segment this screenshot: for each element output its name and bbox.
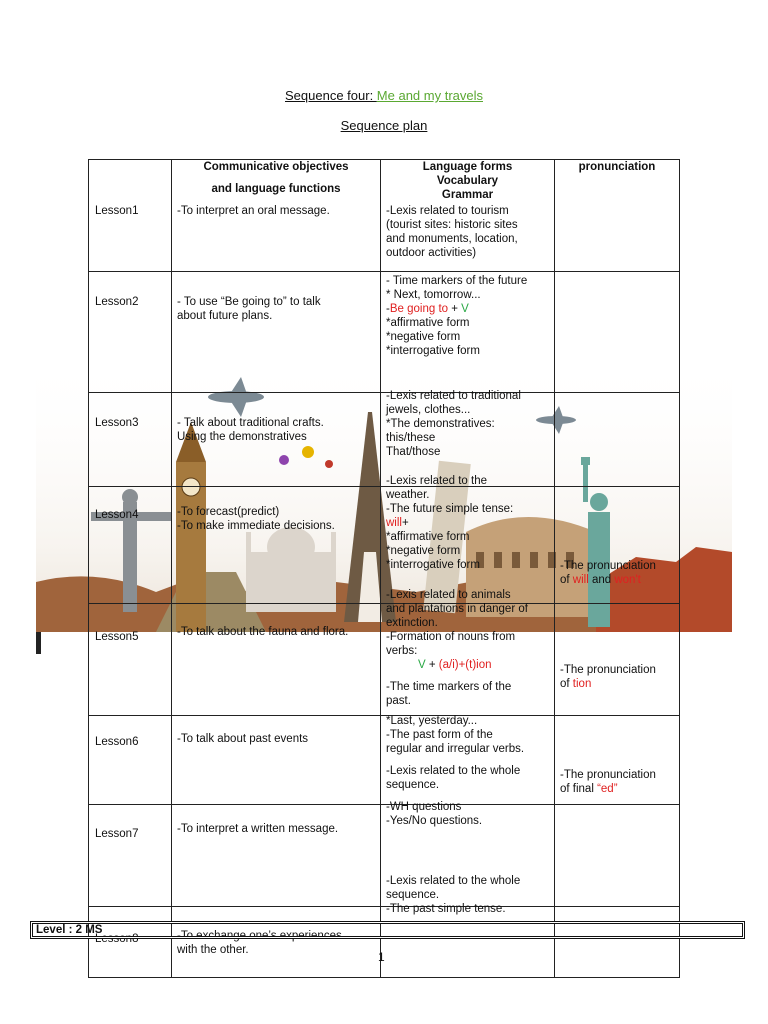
- lesson-objective: -To talk about past events: [177, 733, 309, 745]
- lesson-label: Lesson2: [95, 296, 139, 308]
- title-prefix: Sequence four:: [285, 88, 377, 103]
- lesson-forms: - Time markers of the future * Next, tomorrow... -Be going to + V *affirmative form *negative form *interrogative form: [386, 275, 528, 357]
- black-bar: [36, 632, 41, 654]
- lesson-forms: -Lexis related to animals and plantations in danger of extinction. -Formation of nouns from verbs: V + (a/i)+(t)ion -The time markers of the past.: [386, 589, 528, 707]
- lesson-objective: -To talk about the fauna and flora.: [177, 626, 349, 638]
- lesson-objective: - To use “Be going to” to talk about future plans.: [177, 296, 321, 322]
- table-col-border: [88, 159, 89, 977]
- table-row-border: [88, 603, 680, 604]
- table-col-border: [679, 159, 680, 977]
- lesson-label: Lesson6: [95, 736, 139, 748]
- lesson-forms: -Lexis related to the weather. -The future simple tense: will+ *affirmative form *negative form *interrogative form: [386, 475, 514, 571]
- table-col-border: [554, 159, 555, 977]
- table-bottom-border: [88, 977, 680, 978]
- lesson-label: Lesson4: [95, 509, 139, 521]
- page-subtitle: Sequence plan: [340, 118, 428, 133]
- balloon-icon: [302, 446, 314, 458]
- lesson-objective: -To interpret a written message.: [177, 823, 339, 835]
- table-row-border: [88, 271, 680, 272]
- title-sequence-name: Me and my travels: [376, 88, 483, 103]
- travel-landmarks-illustration: [36, 352, 732, 632]
- balloon-icon: [325, 460, 333, 468]
- table-col-border: [171, 159, 172, 977]
- table-row-border: [88, 715, 680, 716]
- lesson-label: Lesson1: [95, 205, 139, 217]
- table-row-border: [88, 392, 680, 393]
- lesson-label: Lesson8: [95, 933, 139, 945]
- page-number: 1: [378, 950, 385, 964]
- header-objectives: Communicative objectives and language functions: [203, 161, 349, 195]
- lesson-pronunciation: -The pronunciation of tion: [560, 664, 656, 690]
- header-language-forms: Language forms Vocabulary Grammar: [422, 161, 513, 201]
- header-pronunciation: pronunciation: [578, 161, 656, 173]
- balloon-icon: [279, 455, 289, 465]
- lesson-forms: -Lexis related to tourism (tourist sites: historic sites and monuments, location, outdoor activities): [386, 205, 518, 259]
- page-title: [0, 88, 768, 103]
- lesson-objective: -To forecast(predict) -To make immediate decisions.: [177, 506, 335, 532]
- lesson-objective: -To exchange one’s experiences with the other.: [177, 930, 342, 956]
- table-row-border: [88, 906, 680, 907]
- lesson-objective: - Talk about traditional crafts. Using the demonstratives: [177, 417, 324, 443]
- lesson-pronunciation: -The pronunciation of will and won't: [560, 560, 656, 586]
- table-row-border: [88, 486, 680, 487]
- lesson-forms: -WH questions -Yes/No questions. -Lexis related to the whole sequence. -The past simple tense.: [386, 801, 521, 915]
- lesson-pronunciation: -The pronunciation of final “ed”: [560, 769, 656, 795]
- table-col-border: [380, 159, 381, 977]
- lesson-forms: *Last, yesterday... -The past form of the regular and irregular verbs. -Lexis related to the whole sequence.: [386, 715, 525, 791]
- table-row-border: [88, 804, 680, 805]
- lesson-label: Lesson3: [95, 417, 139, 429]
- level-label: Level : 2 MS: [30, 921, 745, 939]
- lesson-objective: -To interpret an oral message.: [177, 205, 330, 217]
- lesson-forms: -Lexis related to traditional jewels, clothes... *The demonstratives: this/these That/those: [386, 390, 521, 458]
- lesson-label: Lesson5: [95, 631, 139, 643]
- lesson-label: Lesson7: [95, 828, 139, 840]
